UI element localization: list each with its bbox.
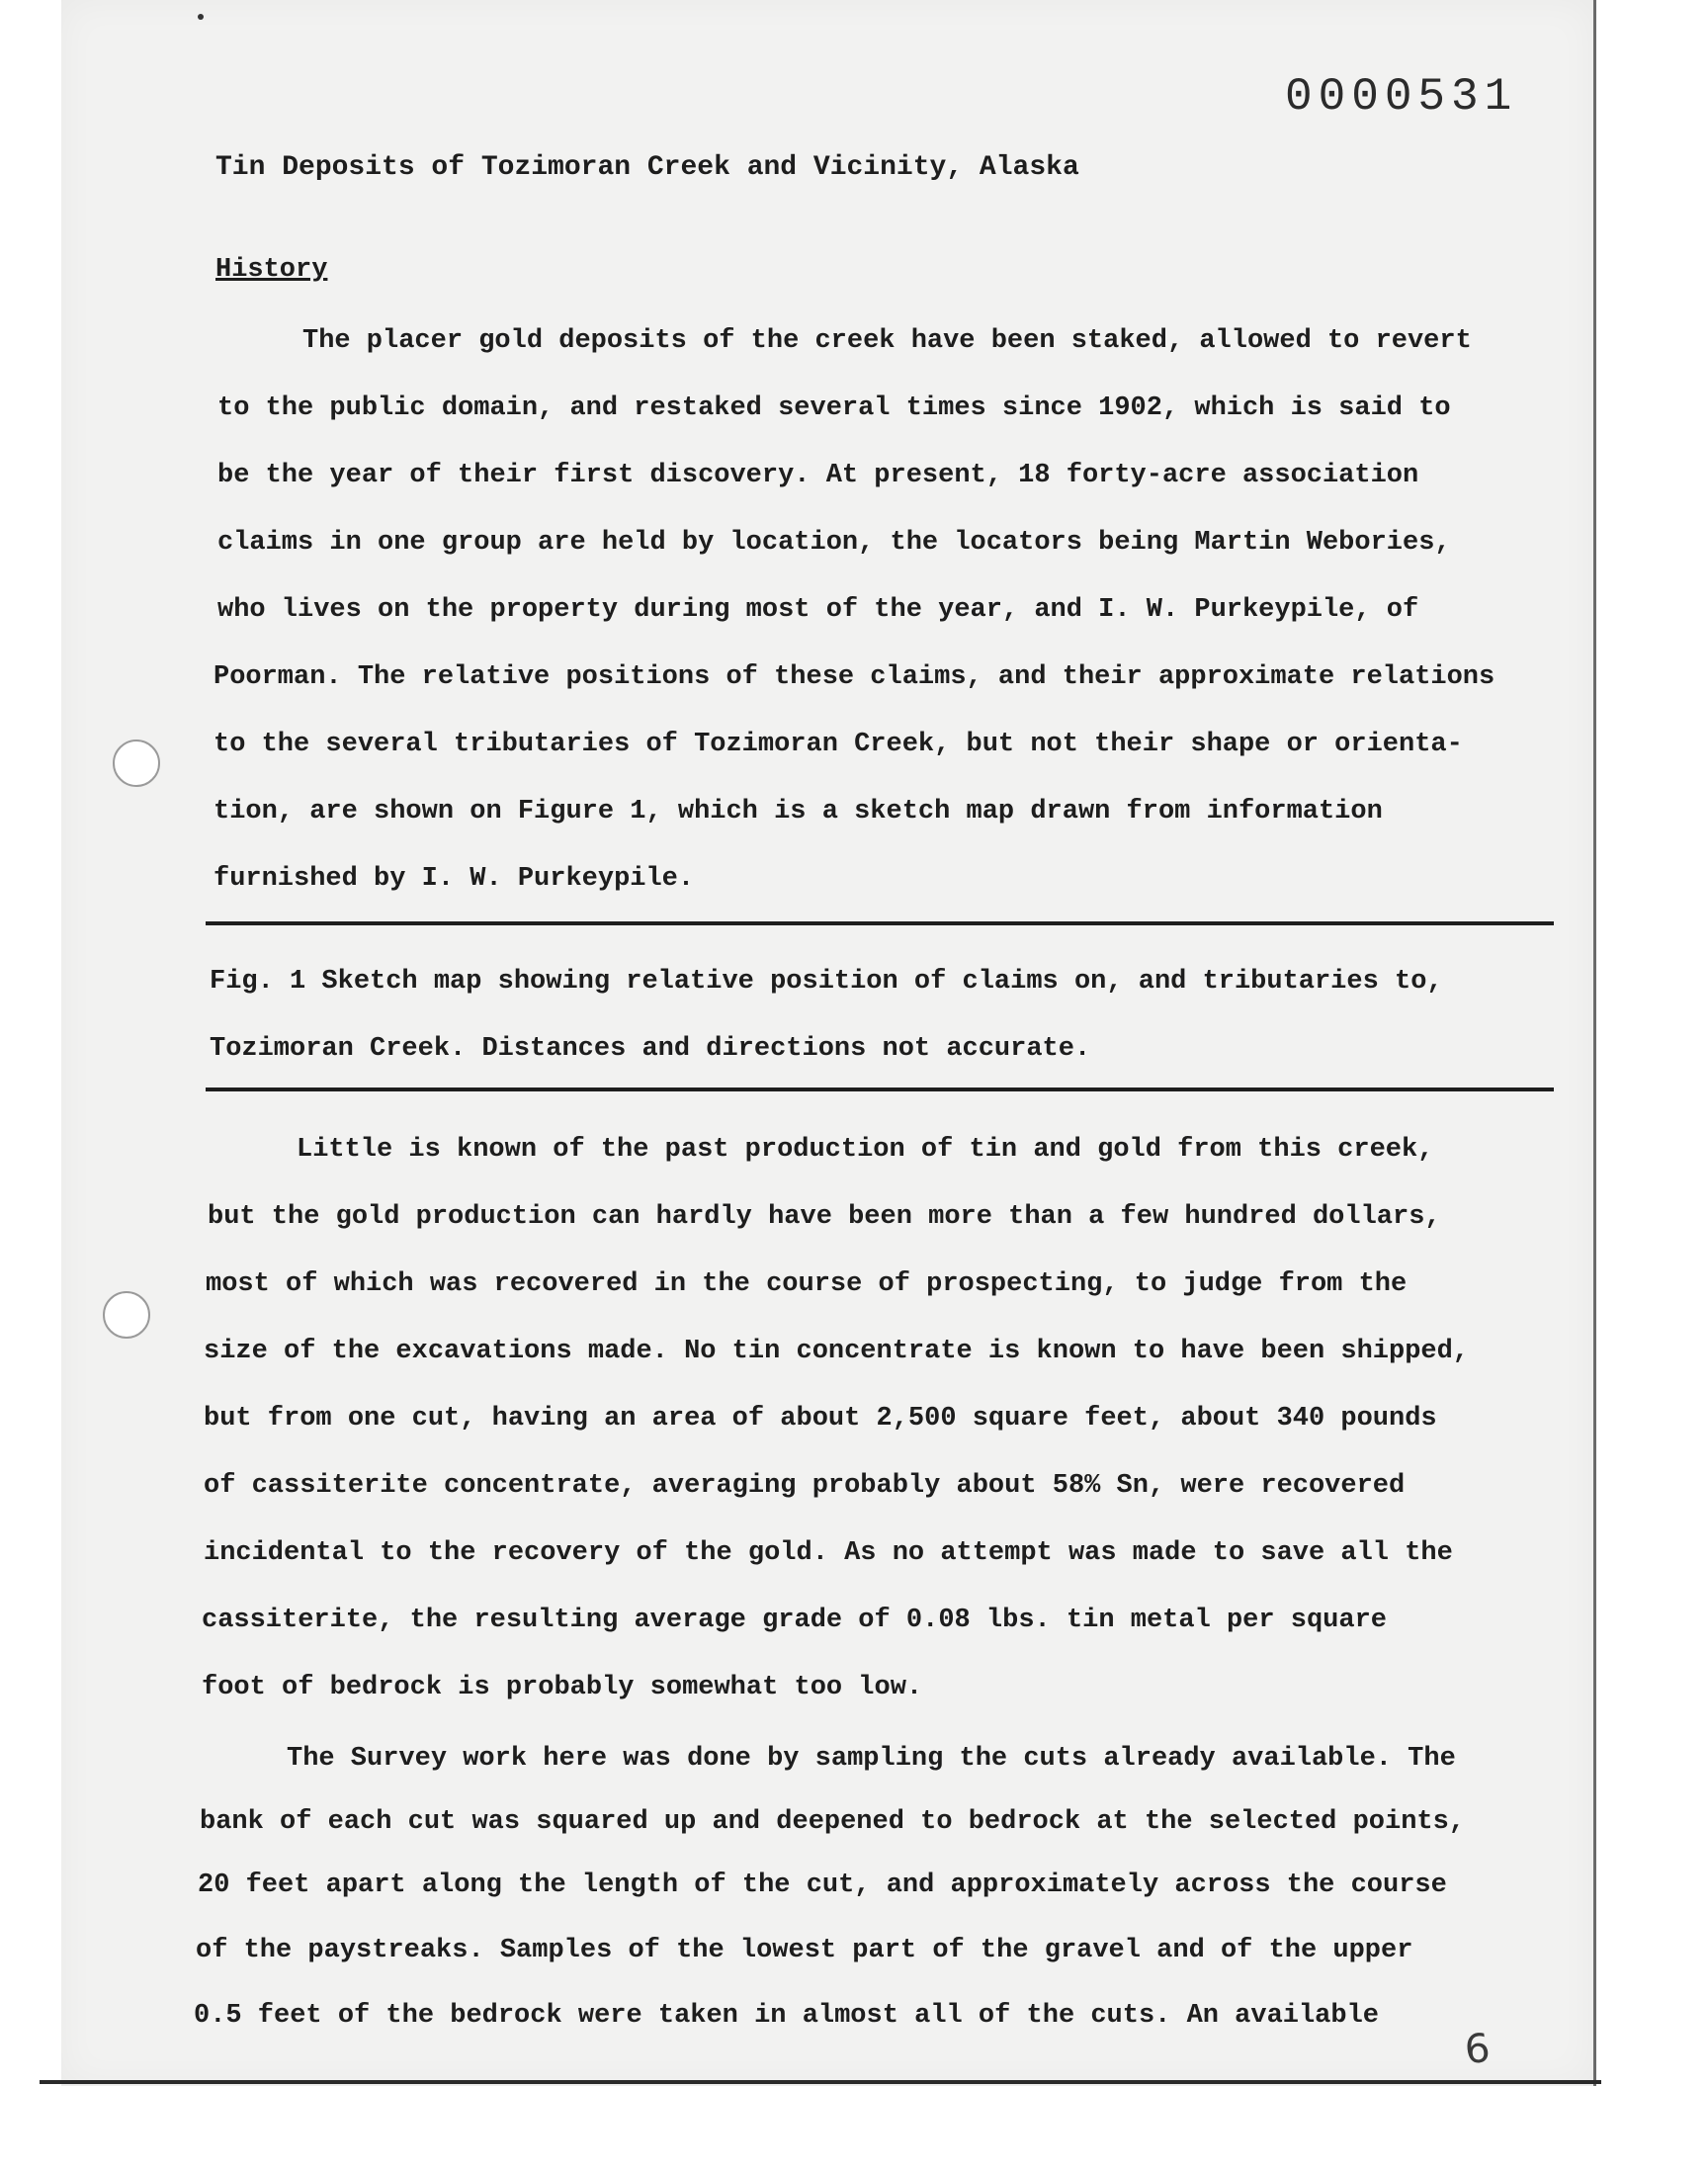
text-line: claims in one group are held by location, the locators being Martin Webories, [217,528,1451,558]
text-line: but the gold production can hardly have been more than a few hundred dollars, [208,1202,1441,1232]
text-line: Tozimoran Creek. Distances and directions not accurate. [210,1034,1091,1064]
text-line: 0.5 feet of the bedrock were taken in almost all of the cuts. An available [194,2001,1379,2031]
text-line: Fig. 1 Sketch map showing relative position of claims on, and tributaries to, [210,967,1443,997]
text-line: but from one cut, having an area of about 2,500 square feet, about 340 pounds [204,1404,1437,1434]
text-line: bank of each cut was squared up and deepened to bedrock at the selected points, [200,1807,1466,1837]
document-title: Tin Deposits of Tozimoran Creek and Vicinity, Alaska [215,152,1079,183]
page-number: 6 [1462,2025,1493,2074]
text-line: The placer gold deposits of the creek have been staked, allowed to revert [302,326,1472,356]
text-line: to the several tributaries of Tozimoran Creek, but not their shape or orienta- [214,730,1463,759]
text-line: who lives on the property during most of the year, and I. W. Purkeypile, of [217,595,1419,625]
section-heading: History [215,255,328,285]
dust-speck [198,14,204,20]
divider-rule [206,1088,1554,1091]
text-line: cassiterite, the resulting average grade of 0.08 lbs. tin metal per square [202,1606,1387,1635]
document-number: 0000531 [1285,71,1518,123]
text-line: be the year of their first discovery. At present, 18 forty-acre association [217,461,1419,490]
text-line: furnished by I. W. Purkeypile. [214,864,695,894]
punch-hole [103,1291,150,1339]
text-line: Little is known of the past production of tin and gold from this creek, [297,1135,1434,1165]
text-line: Poorman. The relative positions of these claims, and their approximate relations [214,662,1495,692]
text-line: The Survey work here was done by sampling the cuts already available. The [287,1744,1456,1774]
text-line: to the public domain, and restaked several times since 1902, which is said to [217,393,1451,423]
punch-hole [113,740,160,787]
text-line: of the paystreaks. Samples of the lowest part of the gravel and of the upper [196,1936,1413,1965]
text-line: incidental to the recovery of the gold. As no attempt was made to save all the [204,1538,1453,1568]
text-line: most of which was recovered in the course of prospecting, to judge from the [206,1269,1408,1299]
text-line: of cassiterite concentrate, averaging probably about 58% Sn, were recovered [204,1471,1406,1501]
page-bottom-edge [40,2080,1601,2084]
divider-rule [206,921,1554,925]
text-line: foot of bedrock is probably somewhat too low. [202,1673,923,1702]
text-line: size of the excavations made. No tin concentrate is known to have been shipped, [204,1337,1470,1366]
text-line: tion, are shown on Figure 1, which is a sketch map drawn from information [214,797,1383,826]
text-line: 20 feet apart along the length of the cut, and approximately across the course [198,1870,1447,1900]
